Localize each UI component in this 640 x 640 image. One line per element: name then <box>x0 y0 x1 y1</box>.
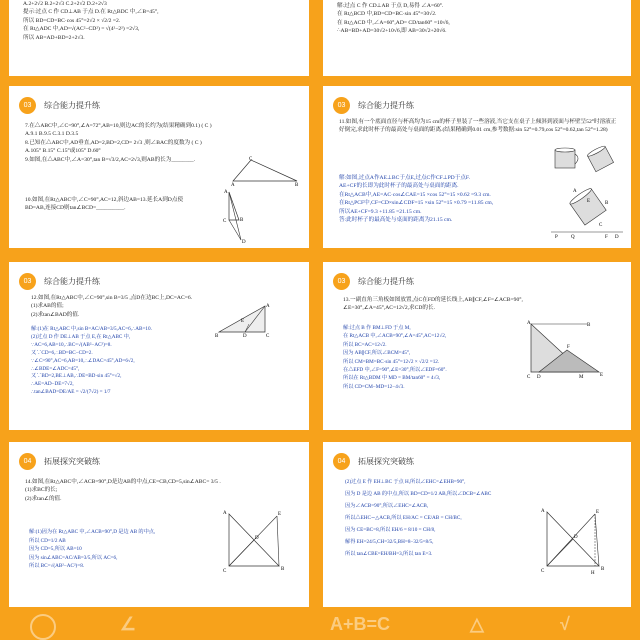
section-title: 综合能力提升练 <box>358 276 414 286</box>
label-B: B <box>281 567 285 572</box>
answer-12 <box>31 326 152 397</box>
slide-card-2 <box>323 0 631 76</box>
text-line: ∵∠C=90°,AC=6,AB=10,∴∠DAC=45°,AD=6√2, <box>31 357 135 364</box>
label-E: E <box>600 373 604 378</box>
section-badge: 03 <box>333 97 350 114</box>
text-line: 所以 CD=CM−MD=12−4√3. <box>343 383 405 390</box>
figure-q13-set-squares <box>527 320 607 380</box>
slide-2-content <box>337 2 450 36</box>
slide-header <box>19 96 100 114</box>
question-14 <box>25 478 221 503</box>
slide-card-4 <box>323 86 631 248</box>
label-E: E <box>596 510 600 515</box>
question-text: 11.如图,有一个底面直径与杯高均为15 cm的杯子里装了一些溶液,当它支在桌子上倾斜到液面与杯壁呈52°时溶液正好倒完,求此时杯子的最高处与桌面的距离.(结果精确到0.01 cm,参考数据:sin 52°=0.79,cos 52°=0.62,tan 52°=1.28) <box>339 119 617 134</box>
slide-card-7 <box>9 442 309 607</box>
text-line: ∠E=30°,∠A=45°,AC=12√2,求CD的长. <box>343 305 435 312</box>
text-line: 8.已知在△ABC中,AD垂直,AD=2,BD=2,CD= 2√3 ,则∠BAC的度数为 ( C ) <box>25 139 202 146</box>
text-line: 7.在△ABC中,∠C=90°,∠A=72°,AB=10,则边AC的长约为(结果精确到0.1) ( C ) <box>25 123 212 129</box>
label-B: B <box>601 567 605 572</box>
text-line: A.9.1 B.9.5 C.3.1 D.3.5 <box>25 131 79 138</box>
slide-header <box>19 272 100 290</box>
text-line: 9.如图,在△ABC中,∠A=30°,tan B=√3/2,AC=2√3,则AB的长为________. <box>25 156 196 163</box>
label-A: A <box>266 304 270 309</box>
slide-header <box>333 272 414 290</box>
answer-14-part2 <box>345 476 491 560</box>
text-line: 在△EFD 中,∠F=90°,∠E=30°,所以∠EDF=60°. <box>343 367 447 374</box>
text-line: 解得 EH=24/5,CH=32/5,BH=8−32/5=8/5, <box>345 539 434 545</box>
label-C: C <box>527 375 531 380</box>
label-D: D <box>243 334 247 338</box>
footer-decoration <box>0 610 640 640</box>
figure-q14-triangle-2 <box>537 506 617 578</box>
slide-card-6 <box>323 262 631 430</box>
label-P: P <box>555 235 558 240</box>
footer-deco-formula: A+B=C <box>330 614 391 634</box>
text-line: 解:过点 C 作 CD⊥AB 于点 D,易得 ∠A=60°. <box>337 3 444 9</box>
text-line: A.2+2√2 B.2+2√3 C.2+2√2 D.2+2√3 <box>23 1 107 7</box>
slide-card-8 <box>323 442 631 607</box>
label-C: C <box>266 334 270 338</box>
section-title: 综合能力提升练 <box>44 276 100 286</box>
text-line: 因为 D 是边 AB 的中点,所以 BD=CD=1/2 AB,所以∠DCB=∠ABC <box>345 491 492 497</box>
question-13 <box>343 296 523 313</box>
slide-card-3 <box>9 86 309 248</box>
label-D: D <box>242 240 246 244</box>
section-title: 拓展探究突破练 <box>44 456 100 466</box>
footer-deco-sqrt: √ <box>560 614 570 634</box>
slide-header <box>333 452 414 470</box>
label-D: D <box>574 535 578 540</box>
footer-deco-circle <box>30 614 56 640</box>
figure-q10-triangle <box>221 188 247 244</box>
label-E: E <box>587 199 591 204</box>
answer-14-part1 <box>29 528 155 571</box>
label-B: B <box>215 334 219 338</box>
text-line: 因为 CD=5,所以 AB=10 <box>29 546 82 553</box>
text-line: ∴tan∠BAD=DE/AE = √2/(7√2) = 1/7 <box>31 389 111 396</box>
label-F: F <box>567 345 570 350</box>
label-C: C <box>599 223 603 228</box>
text-line: 答:此时杯子的最高处与桌面的距离为21.15 cm. <box>339 217 453 224</box>
text-line: 10.如图,在Rt△ABC中,∠C=90°,AC=12,斜边AB=13.延长A到D点使 <box>25 197 184 203</box>
label-A: A <box>541 509 545 514</box>
label-Q: Q <box>571 235 575 240</box>
text-line: 所以 CD=1/2 AB <box>29 537 66 544</box>
answer-13 <box>343 324 447 391</box>
question-11 <box>339 118 621 135</box>
text-line: ∴∠BDE=∠ADC=45°, <box>31 365 80 372</box>
text-line: (1)求AB的值; <box>31 303 64 310</box>
text-line: 在Rt△ACB中,AE=AC·cos∠CAE=15 ×cos 52°=15 ×0.62 =9.3 cm. <box>339 191 491 198</box>
question-12 <box>31 294 192 319</box>
slide-card-5 <box>9 262 309 430</box>
text-line: 所以 BD=CD=BC·cos 45°=2√2 × √2/2 =2. <box>23 17 121 24</box>
label-A: A <box>224 190 228 195</box>
section-badge: 03 <box>19 97 36 114</box>
label-D: D <box>255 536 259 541</box>
text-line: 所以 CM=BM=BC·sin 45°=12√2 × √2/2 =12. <box>343 358 440 365</box>
label-C: C <box>223 219 227 224</box>
text-line: (2)求tan∠BAD的值. <box>31 311 80 318</box>
slide-card-1 <box>9 0 309 76</box>
text-line: 解:(1)在 Rt△ABC 中,sin B=AC/AB=3/5,AC=6,∴AB=10. <box>31 326 152 332</box>
text-line: 所以 BC=√(AB²−AC²)=8. <box>29 563 85 570</box>
figure-q12-triangle <box>215 302 275 338</box>
text-line: A.105° B.15° C.15°或105° D.60° <box>25 148 101 155</box>
label-A: A <box>573 189 577 194</box>
label-M: M <box>579 375 584 380</box>
text-line: 提示:过点 C 作 CD⊥AB 于点 D.在 Rt△BDC 中,∠B=45°, <box>23 9 159 16</box>
answer-11 <box>339 174 493 224</box>
text-line: 12.如图,在Rt△ABC中,∠C=90°,sin B=3/5 ,点D在边BC上,DC=AC=6. <box>31 295 193 301</box>
text-line: 解:(1)因为在 Rt△ABC 中,∠ACB=90°,D 是边 AB 的中点, <box>29 529 156 535</box>
text-line: (2)求tan∠的值. <box>25 495 62 502</box>
section-title: 拓展探究突破练 <box>358 456 414 466</box>
label-C: C <box>249 157 253 162</box>
label-F: F <box>605 235 608 240</box>
text-line: 13.一副直角三角板如图放置,点C在FD的延长线上,AB∥CF,∠F=∠ACB=90°, <box>343 297 523 303</box>
text-line: 因为 AB∥CF,所以∠BCM=45°, <box>343 350 411 357</box>
text-line: 所以AE+CF=9.3 +11.85 =21.15 cm. <box>339 208 422 215</box>
text-line: 所以 BC=AC=12√2. <box>343 341 387 348</box>
text-line: (2)过点 E 作 EH⊥BC 于点 H,所以∠EHC=∠EHB=90°, <box>345 479 466 485</box>
text-line: ∴AB=BD+AD=30√2+10√6,即 AB=30√2+20√6. <box>337 28 447 35</box>
text-line: (2)过点 D 作 DE⊥AB 于点 E,在 Rt△ABC 中, <box>31 333 131 340</box>
figure-q14-triangle <box>219 508 299 576</box>
question-10 <box>25 196 183 213</box>
text-line: 在 Rt△ADC 中,AD=√(AC²−CD²) = √(4²−2²) =2√3, <box>23 26 140 33</box>
figure-q11-cups <box>549 142 625 244</box>
text-line: 因为 sin∠ABC=AC/AB=3/5,所以 AC=6, <box>29 554 118 561</box>
section-badge: 04 <box>333 453 350 470</box>
text-line: 因为 CE=BC=8,所以 EH/6 = 8/10 = CH/8, <box>345 527 436 533</box>
section-badge: 03 <box>19 273 36 290</box>
text-line: 解:过点 B 作 BM⊥FD 于点 M, <box>343 325 411 331</box>
label-E: E <box>278 512 282 517</box>
section-badge: 04 <box>19 453 36 470</box>
text-line: 所以△EHC∽△ACB,所以 EH/AC = CE/AB = CH/BC, <box>345 515 462 521</box>
label-A: A <box>527 321 531 326</box>
text-line: 在 Rt△ACB 中,∠ACB=90°,∠A=45°,AC=12√2, <box>343 333 447 340</box>
text-line: 在Rt△PCF中,CF=CD×sin∠CDF=15 ×sin 52°=15 ×0.79 =11.85 cm, <box>339 200 494 207</box>
footer-deco-angle: ∠ <box>120 614 137 634</box>
text-line: 在 Rt△BCD 中,BD=CD=BC·sin 45°=30√2. <box>337 11 437 18</box>
text-line: AE+CF的长即为此时杯子的最高处与桌面的距离. <box>339 183 459 190</box>
section-badge: 03 <box>333 273 350 290</box>
label-E: E <box>241 319 245 324</box>
slide-header <box>333 96 414 114</box>
text-line: 所以在 Rt△BDM 中 MD = BM/tan60° = 4√3, <box>343 375 441 382</box>
label-H: H <box>591 571 595 576</box>
text-line: 解:如图,过点A作AE⊥BC于点E,过点C作CF⊥PD于点F. <box>339 175 470 181</box>
text-line: 所以 tan∠CBE=EH/BH=3,所以 tan E=3. <box>345 551 433 557</box>
label-D: D <box>615 235 619 240</box>
text-line: 在 Rt△ACD 中,∠A=60°,AD= CD/tan60° =10√6, <box>337 19 450 26</box>
slide-header <box>19 452 100 470</box>
text-line: 因为∠ACB=90°,所以∠EHC=∠ACB, <box>345 503 429 509</box>
label-D: D <box>537 375 541 380</box>
text-line: 所以 AB=AD+BD=2+2√3. <box>23 34 85 41</box>
slide-1-content <box>23 0 158 42</box>
label-A: A <box>223 511 227 516</box>
label-C: C <box>541 569 545 574</box>
label-B: B <box>605 201 609 206</box>
figure-q9-triangle <box>231 156 301 186</box>
label-C: C <box>223 569 227 574</box>
label-B: B <box>240 218 244 223</box>
section-title: 综合能力提升练 <box>44 100 100 110</box>
footer-deco-triangle: △ <box>470 614 484 634</box>
text-line: 又∵CD=6,∴BD=BC−CD=2. <box>31 349 93 356</box>
text-line: 又∵BD=2,BE⊥AB,∴DE=BD·sin 45°=√2, <box>31 373 122 380</box>
text-line: ∵AC=6,AB=10,∴BC=√(AB²−AC²)=8. <box>31 341 112 348</box>
section-title: 综合能力提升练 <box>358 100 414 110</box>
text-line: BD=AB,连接CD则tan∠BCD=__________. <box>25 205 126 212</box>
label-B: B <box>587 323 591 328</box>
label-B: B <box>295 183 299 186</box>
text-line: ∴AE=AD−DE=7√2, <box>31 381 74 388</box>
text-line: 14.如图,在Rt△ABC中,∠ACB=90°,D是边AB的中点,CE=CB,CD=5,sin∠ABC= 3/5 . <box>25 479 221 485</box>
label-A: A <box>231 183 235 186</box>
questions-7-10 <box>25 122 212 164</box>
text-line: (1)求BC的长; <box>25 487 58 494</box>
